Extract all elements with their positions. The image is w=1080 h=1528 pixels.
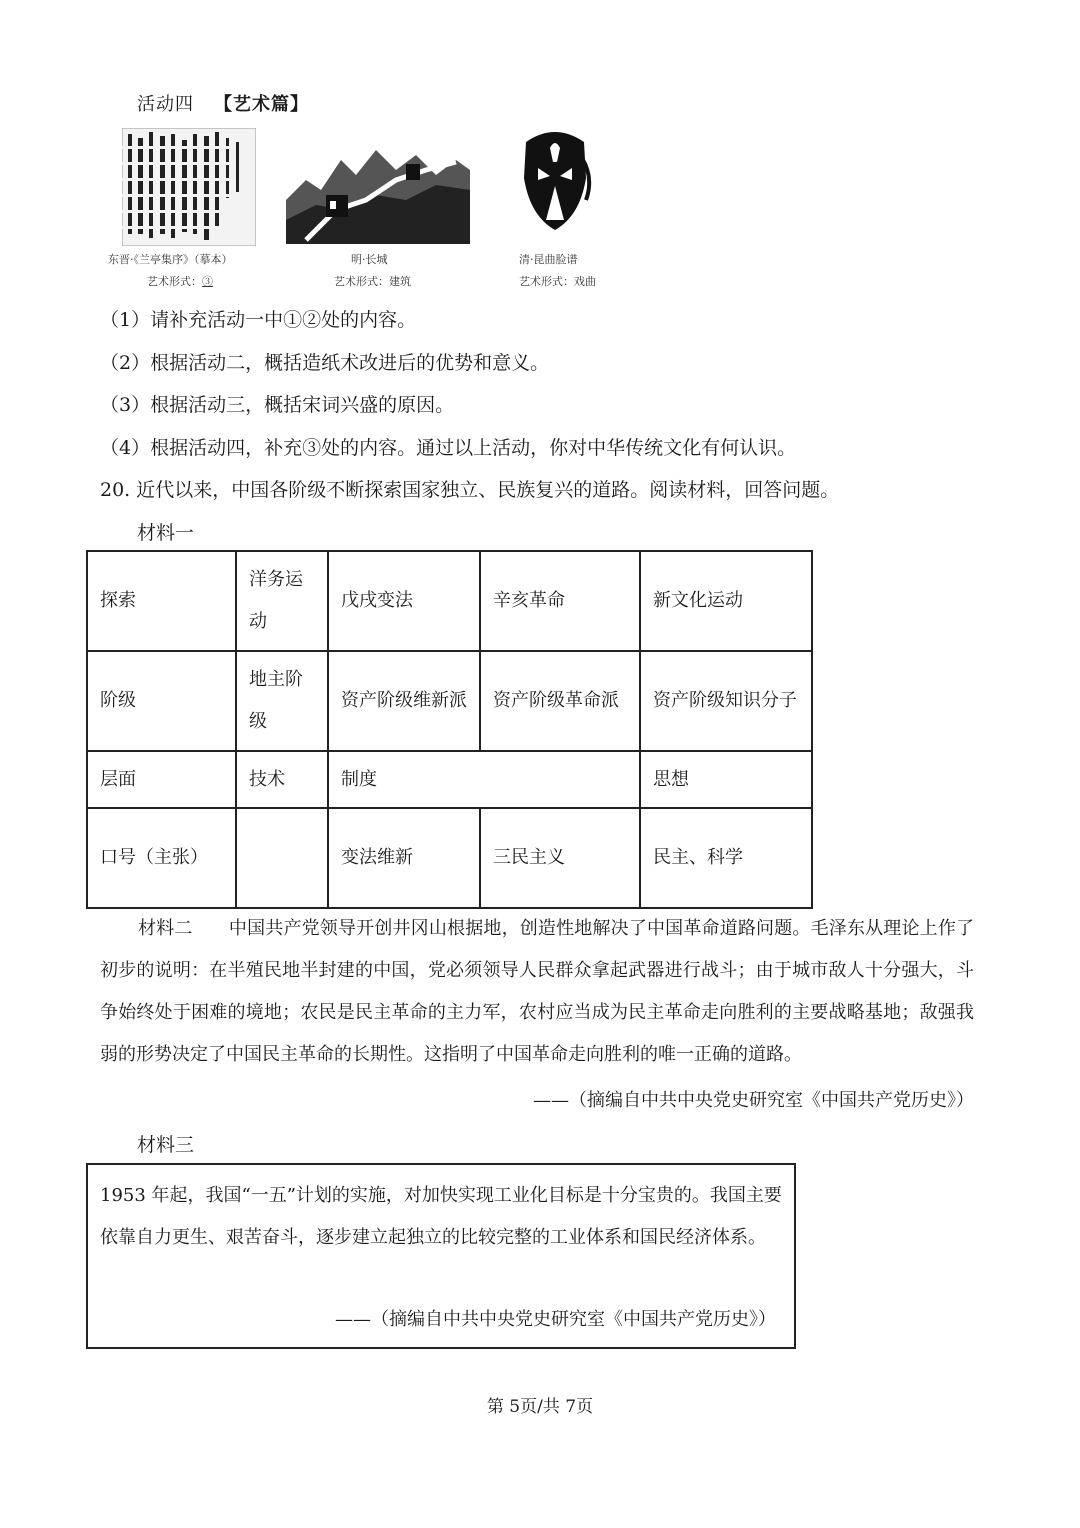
artwork-form-value: 建筑 — [389, 275, 411, 288]
table-cell: 探索 — [87, 551, 236, 651]
artwork-form-label: 艺术形式： — [519, 275, 574, 288]
artwork-caption: 东晋·《兰亭集序》（摹本） — [108, 253, 233, 266]
opera-mask-image — [516, 128, 594, 232]
table-cell: 洋务运动 — [236, 551, 328, 651]
material3-source: ——（摘编自中共中央党史研究室《中国共产党历史》） — [335, 1309, 776, 1330]
artwork-form-value: ③ — [202, 275, 213, 288]
question-3: （3）根据活动三，概括宋词兴盛的原因。 — [100, 394, 455, 416]
artwork-form — [334, 273, 411, 289]
table-cell: 资产阶级知识分子 — [640, 651, 812, 751]
table-row — [87, 808, 812, 908]
material1-table — [86, 550, 813, 909]
table-cell: 变法维新 — [328, 808, 480, 908]
table-cell: 制度 — [328, 751, 640, 808]
calligraphy-image — [122, 128, 256, 246]
material2-label: 材料二 — [138, 918, 193, 939]
activity4-heading — [137, 90, 309, 116]
table-row — [87, 751, 812, 808]
material1-label: 材料一 — [137, 522, 195, 544]
table-cell: 民主、科学 — [640, 808, 812, 908]
table-cell: 口号（主张） — [87, 808, 236, 908]
table-cell: 资产阶级革命派 — [480, 651, 640, 751]
question-4: （4）根据活动四，补充③处的内容。通过以上活动，你对中华传统文化有何认识。 — [100, 437, 797, 459]
artwork-caption: 清·昆曲脸谱 — [519, 253, 578, 266]
material3-label: 材料三 — [137, 1134, 195, 1156]
table-cell: 三民主义 — [480, 808, 640, 908]
activity4-label: 活动四 — [137, 94, 194, 115]
artwork-form — [519, 273, 596, 289]
table-cell: 新文化运动 — [640, 551, 812, 651]
material3-text: 1953 年起，我国“一五”计划的实施，对加快实现工业化目标是十分宝贵的。我国主要依靠自力更生、艰苦奋斗，逐步建立起独立的比较完整的工业体系和国民经济体系。 — [100, 1185, 782, 1248]
artwork-form-label: 艺术形式： — [147, 275, 202, 288]
artwork-form-label: 艺术形式： — [334, 275, 389, 288]
table-cell: 辛亥革命 — [480, 551, 640, 651]
table-cell: 阶级 — [87, 651, 236, 751]
table-cell: 戊戌变法 — [328, 551, 480, 651]
artwork-caption: 明·长城 — [351, 253, 388, 266]
table-cell: 地主阶级 — [236, 651, 328, 751]
question-20: 20. 近代以来，中国各阶级不断探索国家独立、民族复兴的道路。阅读材料，回答问题。 — [100, 479, 840, 501]
question-2: （2）根据活动二，概括造纸术改进后的优势和意义。 — [100, 352, 550, 374]
table-cell: 资产阶级维新派 — [328, 651, 480, 751]
material2-text: 中国共产党领导开创井冈山根据地，创造性地解决了中国革命道路问题。毛泽东从理论上作了初步的说明：在半殖民地半封建的中国，党必须领导人民群众拿起武器进行战斗；由于城市敌人十分强大，斗争始终处于困难的境地；农民是民主革命的主力军，农村应当成为民主革命走向胜利的主要战略基地；敌强我弱的形势决定了中国民主革命的长期性。这指明了中国革命走向胜利的唯一正确的道路。 — [100, 918, 975, 1065]
material3-box — [86, 1163, 796, 1349]
page-footer: 第 5页/共 7页 — [486, 1397, 594, 1417]
artwork-form-value: 戏曲 — [574, 275, 596, 288]
great-wall-image — [286, 140, 470, 244]
material2-paragraph — [100, 908, 974, 1076]
artwork-form — [147, 273, 213, 289]
table-row — [87, 651, 812, 751]
question-1: （1）请补充活动一中①②处的内容。 — [100, 309, 417, 331]
activity4-tag: 【艺术篇】 — [214, 94, 309, 115]
material2-source: ——（摘编自中共中央党史研究室《中国共产党历史》） — [533, 1090, 974, 1111]
table-cell: 技术 — [236, 751, 328, 808]
table-cell: 层面 — [87, 751, 236, 808]
table-cell — [236, 808, 328, 908]
table-row — [87, 551, 812, 651]
table-cell: 思想 — [640, 751, 812, 808]
